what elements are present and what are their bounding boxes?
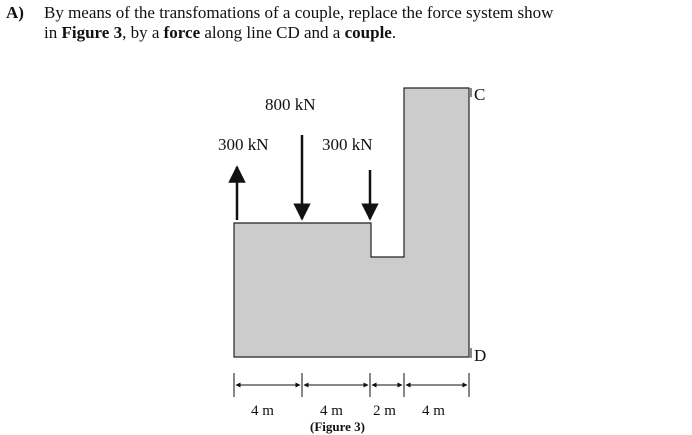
- force-label-300-right: 300 kN: [322, 135, 373, 154]
- question-text-2e: along line CD and a: [200, 23, 345, 42]
- structure-body: [234, 88, 469, 357]
- force-label-300-left: 300 kN: [218, 135, 269, 154]
- force-label-800: 800 kN: [265, 95, 316, 114]
- question-text-2g: .: [391, 23, 397, 42]
- question-label: A): [6, 3, 24, 22]
- question-text-2c: , by a: [122, 23, 164, 42]
- couple-keyword: couple: [344, 23, 392, 42]
- figure-reference: Figure 3: [61, 23, 123, 42]
- dimension-label-3: 2 m: [373, 403, 396, 419]
- dimension-line: [234, 373, 469, 397]
- force-keyword: force: [163, 23, 201, 42]
- question-text-2a: in: [44, 23, 62, 42]
- dimension-label-1: 4 m: [251, 403, 274, 419]
- point-c-label: C: [474, 85, 486, 104]
- point-d-label: D: [474, 346, 487, 365]
- figure-caption: (Figure 3): [310, 419, 365, 434]
- dimension-label-4: 4 m: [422, 403, 445, 419]
- dimension-label-2: 4 m: [320, 403, 343, 419]
- question-text-1: By means of the transfomations of a couple, replace the force system show: [44, 3, 554, 22]
